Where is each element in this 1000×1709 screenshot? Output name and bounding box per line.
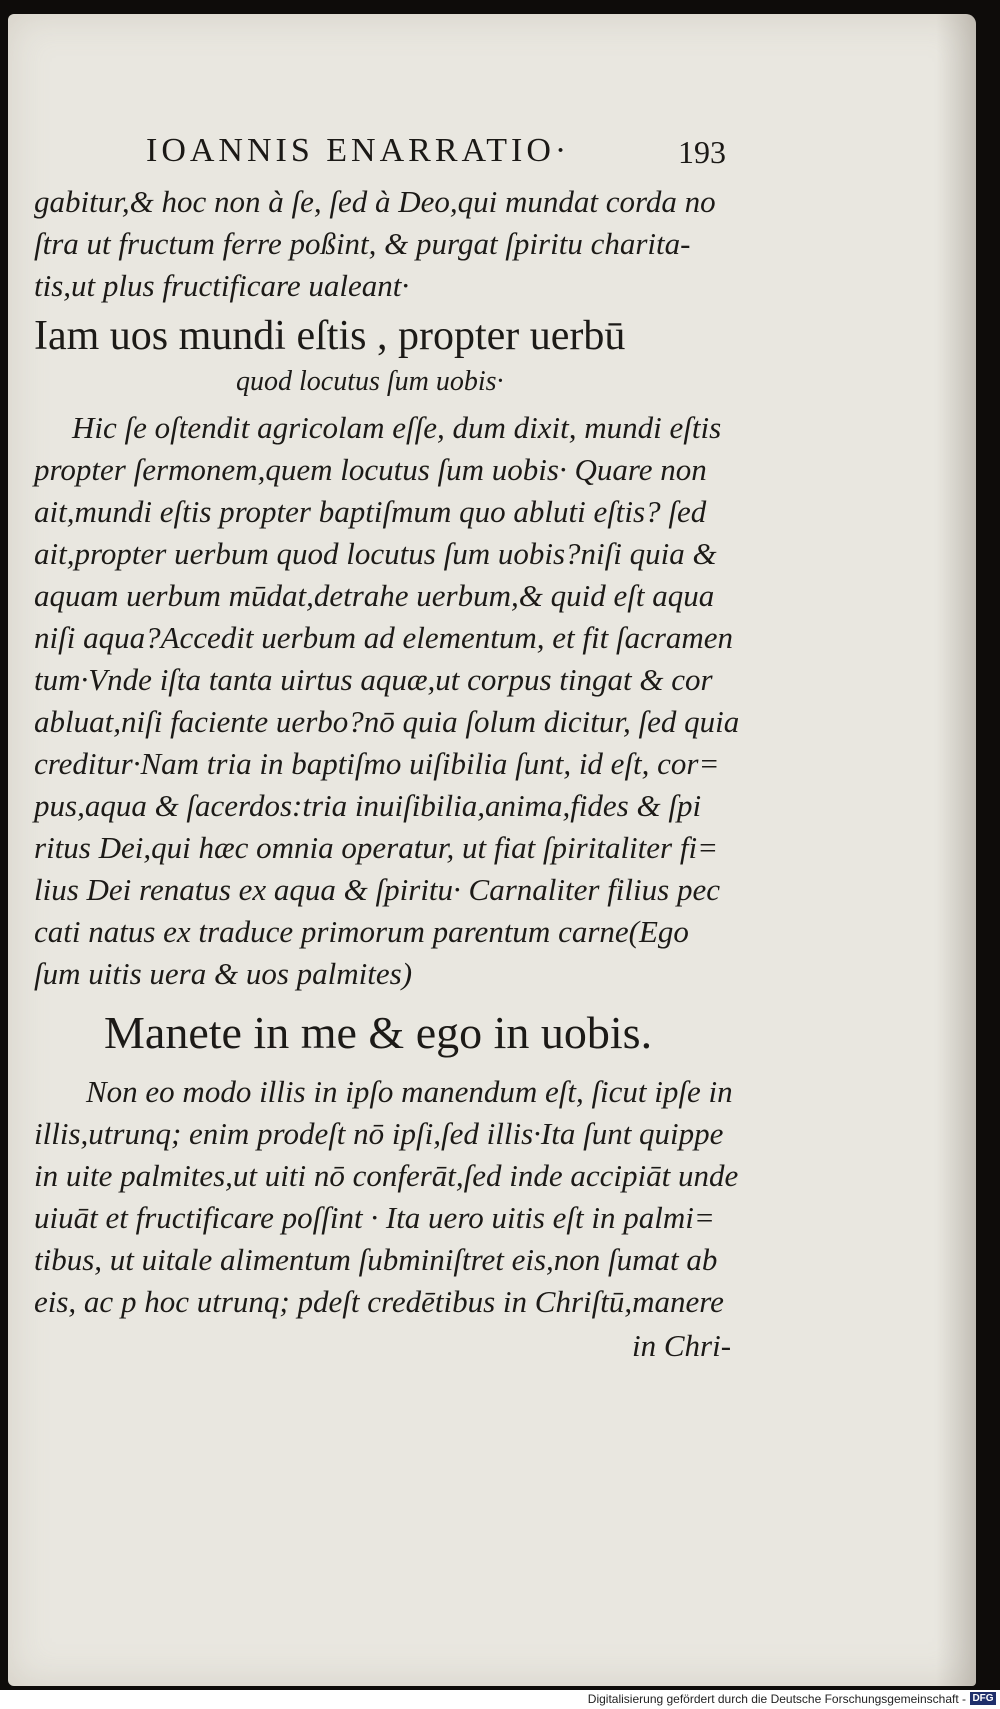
text-line: in uite palmites,ut uiti nō conferāt,ſed inde accipiāt unde — [34, 1158, 739, 1193]
page-edge-shadow — [936, 14, 976, 1686]
text-line: ſum uitis uera & uos palmites) — [34, 956, 413, 991]
funding-credit: Digitalisierung gefördert durch die Deutsche Forschungsgemeinschaft - — [587, 1692, 966, 1706]
text-line: aquam uerbum mūdat,detrahe uerbum,& quid eſt aqua — [34, 578, 715, 613]
text-line: tis,ut plus fructificare ualeant· — [34, 268, 410, 303]
text-line: abluat,niſi faciente uerbo?nō quia ſolum dicitur, ſed quia — [34, 704, 740, 739]
text-line: ait,propter uerbum quod locutus ſum uobis?niſi quia & — [34, 536, 717, 571]
text-line: gabitur,& hoc non à ſe, ſed à Deo,qui mundat corda no — [34, 184, 716, 219]
text-line: Hic ſe oſtendit agricolam eſſe, dum dixit, mundi eſtis — [72, 410, 722, 445]
running-head: IOANNIS ENARRATIO· — [146, 132, 571, 169]
text-line: ritus Dei,qui hæc omnia operatur, ut fiat ſpiritaliter fi= — [34, 830, 718, 865]
section-heading: Iam uos mundi eſtis , propter uerbū — [34, 313, 626, 359]
catchword: in Chri- — [632, 1328, 732, 1363]
dfg-logo-icon: DFG — [970, 1692, 996, 1705]
footer-bar — [0, 1690, 1000, 1709]
text-line: propter ſermonem,quem locutus ſum uobis· Quare non — [34, 452, 707, 487]
folio-number: 193 — [678, 134, 726, 170]
text-line: ſtra ut fructum ferre poßint, & purgat ſpiritu charita- — [34, 226, 691, 261]
text-line: ait,mundi eſtis propter baptiſmum quo abluti eſtis? ſed — [34, 494, 707, 529]
text-line: tum·Vnde iſta tanta uirtus aquæ,ut corpus tingat & cor — [34, 662, 713, 697]
text-line: creditur·Nam tria in baptiſmo uiſibilia ſunt, id eſt, cor= — [34, 746, 720, 781]
text-line: niſi aqua?Accedit uerbum ad elementum, et fit ſacramen — [34, 620, 734, 655]
text-line: Non eo modo illis in ipſo manendum eſt, ſicut ipſe in — [86, 1074, 733, 1109]
section-heading: Manete in me & ego in uobis. — [104, 1007, 653, 1058]
heading-continuation: quod locutus ſum uobis· — [236, 366, 504, 397]
text-line: cati natus ex traduce primorum parentum carne(Ego — [34, 914, 689, 949]
text-line: lius Dei renatus ex aqua & ſpiritu· Carnaliter filius pec — [34, 872, 720, 907]
text-line: eis, ac p hoc utrunq; pdeſt credētibus in Chriſtū,manere — [34, 1284, 724, 1319]
text-line: tibus, ut uitale alimentum ſubminiſtret eis,non ſumat ab — [34, 1242, 718, 1277]
text-line: uiuāt et fructificare poſſint · Ita uero uitis eſt in palmi= — [34, 1200, 715, 1235]
text-line: pus,aqua & ſacerdos:tria inuiſibilia,anima,fides & ſpi — [34, 788, 702, 823]
text-line: illis,utrunq; enim prodeſt nō ipſi,ſed illis·Ita ſunt quippe — [34, 1116, 724, 1151]
book-page — [8, 14, 976, 1686]
